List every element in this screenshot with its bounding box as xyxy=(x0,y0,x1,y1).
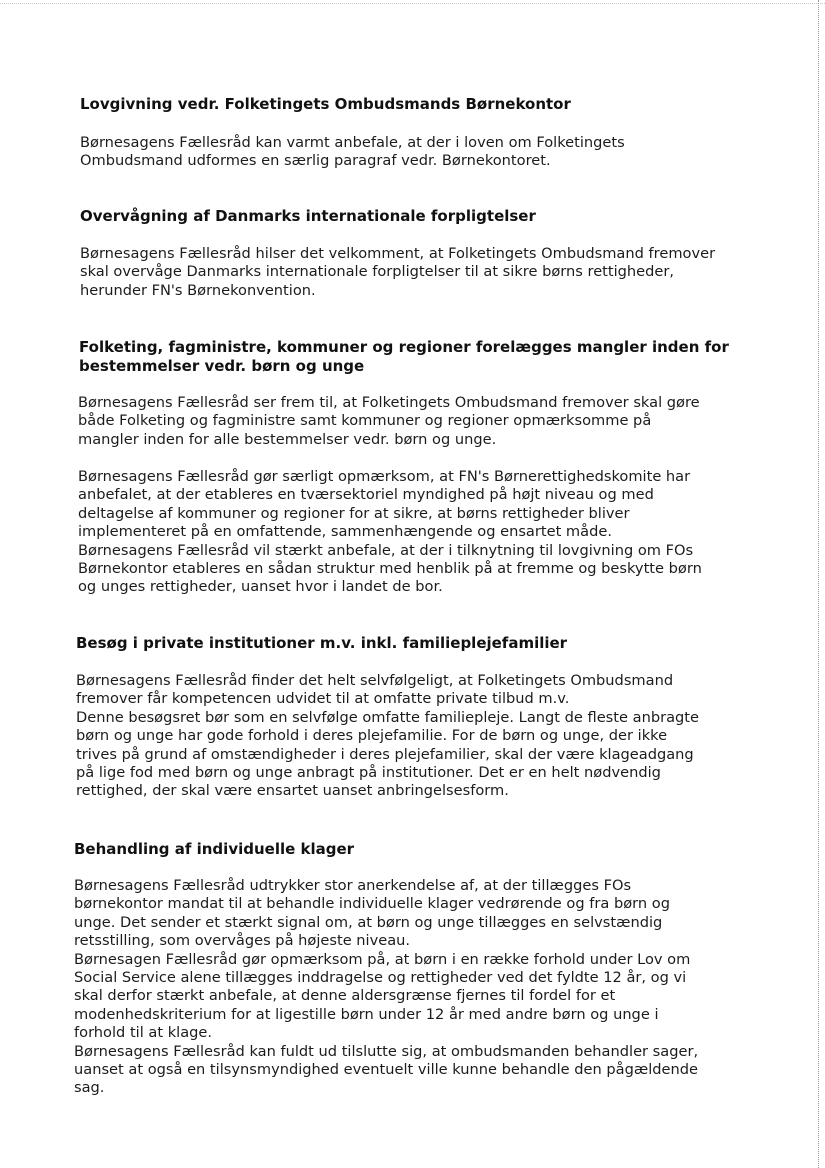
scan-top-edge xyxy=(0,3,825,5)
section-heading-behandling: Behandling af individuelle klager xyxy=(74,840,355,858)
section-paragraph-lovgivning: Børnesagens Fællesråd kan varmt anbefale, at der i loven om Folketingets Ombudsmand udformes en særlig paragraf vedr. Børnekontoret. xyxy=(80,134,625,170)
section-paragraph-folketing-1: Børnesagens Fællesråd ser frem til, at Folketingets Ombudsmand fremover skal gøre både Folketing og fagministre samt kommuner og regioner opmærksomme på mangler inden for alle bestemmelser vedr. børn og unge. xyxy=(78,394,700,448)
section-paragraph-behandling: Børnesagens Fællesråd udtrykker stor anerkendelse af, at der tillægges FOs børnekontor mandat til at behandle individuelle klager vedrørende og fra børn og unge. Det sender et stærkt signal om, at børn og unge tillægges en selvstændig retsstilling, som overvåges på højeste niveau. Børnesagen Fællesråd gør opmærksom på, at børn i en række forhold under Lov om Social Service alene tillægges inddragelse og rettigheder ved det fyldte 12 år, og vi skal derfor stærkt anbefale, at denne aldersgrænse fjernes til fordel for et modenhedskriterium for at ligestille børn under 12 år med andre børn og unge i forhold til at klage. Børnesagens Fællesråd kan fuldt ud tilslutte sig, at ombudsmanden behandler sager, uanset at også en tilsynsmyndighed eventuelt ville kunne behandle den pågældende sag. xyxy=(74,877,699,1097)
section-paragraph-folketing-2: Børnesagens Fællesråd gør særligt opmærksom, at FN's Børnerettighedskomite har anbefalet, at der etableres en tværsektoriel myndighed på højt niveau og med deltagelse af kommuner og regioner for at sikre, at børns rettigheder bliver implementeret på en omfattende, sammenhængende og ensartet måde. Børnesagens Fællesråd vil stærkt anbefale, at der i tilknytning til lovgivning om FOs Børnekontor etableres en sådan struktur med henblik på at fremme og beskytte børn og unges rettigheder, uanset hvor i landet de bor. xyxy=(78,468,702,596)
section-heading-besoeg: Besøg i private institutioner m.v. inkl. familieplejefamilier xyxy=(76,634,568,652)
section-paragraph-besoeg: Børnesagens Fællesråd finder det helt selvfølgeligt, at Folketingets Ombudsmand fremover får kompetencen udvidet til at omfatte private tilbud m.v. Denne besøgsret bør som en selvfølge omfatte familiepleje. Langt de fleste anbragte børn og unge har gode forhold i deres plejefamilie. For de børn og unge, der ikke trives på grund af omstændigheder i deres plejefamilier, skal der være klageadgang på lige fod med børn og unge anbragt på institutioner. Det er en helt nødvendig rettighed, der skal være ensartet uanset anbringelsesform. xyxy=(76,672,699,800)
scan-right-edge xyxy=(817,0,819,1168)
section-paragraph-overvaagning: Børnesagens Fællesråd hilser det velkomment, at Folketingets Ombudsmand fremover skal overvåge Danmarks internationale forpligtelser til at sikre børns rettigheder, herunder FN's Børnekonvention. xyxy=(80,245,716,299)
section-heading-overvaagning: Overvågning af Danmarks internationale forpligtelser xyxy=(80,207,536,225)
section-heading-lovgivning: Lovgivning vedr. Folketingets Ombudsmands Børnekontor xyxy=(80,95,571,113)
section-heading-folketing: Folketing, fagministre, kommuner og regioner forelægges mangler inden for bestemmelser vedr. børn og unge xyxy=(79,338,729,375)
